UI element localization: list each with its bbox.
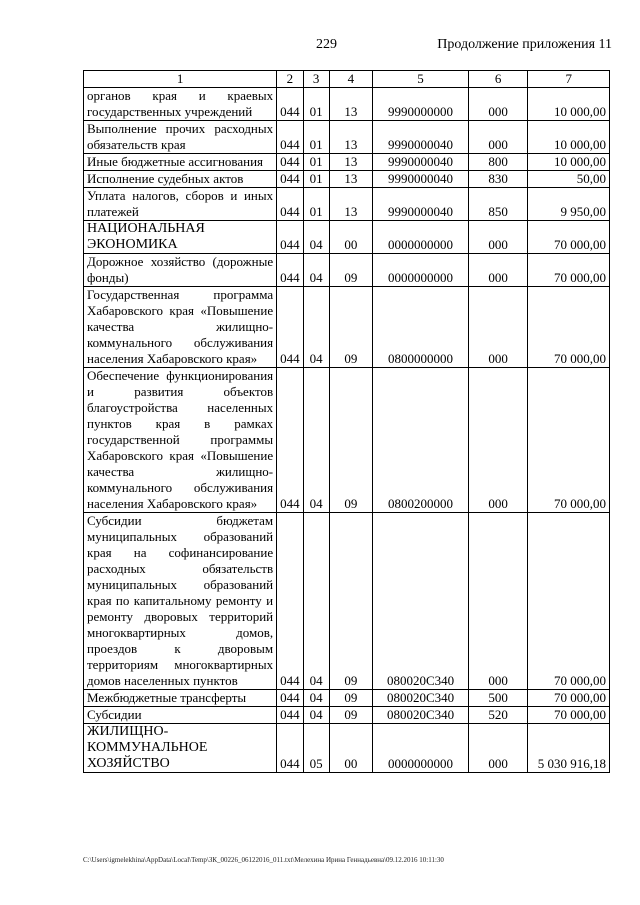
row-value-cell: 080020С340 [373,690,469,707]
row-value-cell: 000 [468,121,528,154]
header-col-5: 5 [373,71,469,88]
row-value-cell: 044 [277,254,304,287]
row-value-cell: 13 [329,154,373,171]
row-value-cell: 044 [277,188,304,221]
row-value-cell: 520 [468,707,528,724]
table-row [84,724,610,773]
row-value-cell: 9990000000 [373,88,469,121]
row-value-cell: 10 000,00 [528,88,610,121]
budget-table [83,70,610,773]
row-value-cell: 01 [303,154,329,171]
row-value-cell: 9990000040 [373,154,469,171]
row-value-cell: 10 000,00 [528,121,610,154]
page-number: 229 [316,37,337,52]
header-row [84,71,610,88]
row-name-cell: Государственная программа Хабаровского края «Повышение качества жилищно-коммунального обслуживания населения Хабаровского края» [84,287,277,368]
header-col-3: 3 [303,71,329,88]
row-value-cell: 0800200000 [373,368,469,513]
row-name-cell: Субсидии бюджетам муниципальных образований края на софинансирование расходных обязательств муниципальных образований края по капитальному ремонту и ремонту дворовых территорий многоквартирных домов, проездов к дворовым территориям многоквартирных домов населенных пунктов [84,513,277,690]
row-value-cell: 044 [277,724,304,773]
row-value-cell: 0000000000 [373,724,469,773]
row-value-cell: 044 [277,513,304,690]
row-name-cell: Дорожное хозяйство (дорожные фонды) [84,254,277,287]
row-value-cell: 000 [468,368,528,513]
row-value-cell: 000 [468,254,528,287]
row-value-cell: 800 [468,154,528,171]
row-value-cell: 01 [303,121,329,154]
header-col-6: 6 [468,71,528,88]
row-value-cell: 04 [303,513,329,690]
row-name-cell: ЖИЛИЩНО-КОММУНАЛЬНОЕ ХОЗЯЙСТВО [84,724,277,773]
row-value-cell: 01 [303,171,329,188]
row-value-cell: 000 [468,724,528,773]
table-row [84,188,610,221]
row-name-cell: Иные бюджетные ассигнования [84,154,277,171]
row-value-cell: 044 [277,690,304,707]
row-value-cell: 000 [468,287,528,368]
row-value-cell: 0000000000 [373,221,469,254]
row-name-cell: Выполнение прочих расходных обязательств края [84,121,277,154]
table-row [84,287,610,368]
row-value-cell: 044 [277,221,304,254]
row-value-cell: 044 [277,88,304,121]
table-row [84,690,610,707]
header-col-1: 1 [84,71,277,88]
row-value-cell: 09 [329,254,373,287]
header-col-4: 4 [329,71,373,88]
row-value-cell: 080020С340 [373,513,469,690]
row-value-cell: 50,00 [528,171,610,188]
row-value-cell: 00 [329,724,373,773]
row-value-cell: 01 [303,88,329,121]
row-value-cell: 044 [277,707,304,724]
row-value-cell: 9 950,00 [528,188,610,221]
row-value-cell: 9990000040 [373,188,469,221]
row-value-cell: 70 000,00 [528,513,610,690]
row-value-cell: 09 [329,287,373,368]
row-value-cell: 044 [277,154,304,171]
row-value-cell: 00 [329,221,373,254]
row-value-cell: 70 000,00 [528,368,610,513]
table-row [84,707,610,724]
row-value-cell: 13 [329,88,373,121]
row-value-cell: 830 [468,171,528,188]
row-value-cell: 0000000000 [373,254,469,287]
row-value-cell: 01 [303,188,329,221]
row-name-cell: Субсидии [84,707,277,724]
row-value-cell: 04 [303,368,329,513]
row-value-cell: 10 000,00 [528,154,610,171]
row-value-cell: 044 [277,171,304,188]
row-value-cell: 04 [303,707,329,724]
row-value-cell: 04 [303,221,329,254]
table-row [84,171,610,188]
row-value-cell: 9990000040 [373,121,469,154]
header-col-7: 7 [528,71,610,88]
row-value-cell: 000 [468,221,528,254]
row-value-cell: 04 [303,287,329,368]
row-value-cell: 0800000000 [373,287,469,368]
table-row [84,513,610,690]
row-value-cell: 000 [468,513,528,690]
row-value-cell: 044 [277,368,304,513]
row-name-cell: Обеспечение функционирования и развития объектов благоустройства населенных пунктов края в рамках государственной программы Хабаровского края «Повышение качества жилищно-коммунального обслуживания населения Хабаровского края» [84,368,277,513]
row-value-cell: 13 [329,121,373,154]
row-name-cell: Уплата налогов, сборов и иных платежей [84,188,277,221]
row-value-cell: 13 [329,188,373,221]
row-name-cell: органов края и краевых государственных учреждений [84,88,277,121]
row-value-cell: 04 [303,254,329,287]
table-row [84,254,610,287]
table-row [84,121,610,154]
row-value-cell: 70 000,00 [528,287,610,368]
row-value-cell: 09 [329,707,373,724]
row-value-cell: 13 [329,171,373,188]
row-value-cell: 080020С340 [373,707,469,724]
table-row [84,88,610,121]
row-value-cell: 09 [329,368,373,513]
row-value-cell: 70 000,00 [528,221,610,254]
file-path-footer: C:\Users\igmelekhina\AppData\Local\Temp\ЗК_00226_06122016_011.txt\Мелехина Ирина Геннадьевна\09.12.2016 10:11:30 [83,856,444,864]
row-value-cell: 09 [329,690,373,707]
table-row [84,368,610,513]
appendix-note: Продолжение приложения 11 [437,37,612,52]
row-value-cell: 044 [277,287,304,368]
table-row [84,154,610,171]
row-value-cell: 04 [303,690,329,707]
row-value-cell: 500 [468,690,528,707]
row-value-cell: 9990000040 [373,171,469,188]
table-row [84,221,610,254]
row-value-cell: 850 [468,188,528,221]
row-value-cell: 05 [303,724,329,773]
row-value-cell: 70 000,00 [528,690,610,707]
row-value-cell: 70 000,00 [528,707,610,724]
row-value-cell: 09 [329,513,373,690]
row-value-cell: 5 030 916,18 [528,724,610,773]
row-value-cell: 70 000,00 [528,254,610,287]
row-name-cell: Исполнение судебных актов [84,171,277,188]
row-name-cell: Межбюджетные трансферты [84,690,277,707]
row-value-cell: 044 [277,121,304,154]
row-value-cell: 000 [468,88,528,121]
header-col-2: 2 [277,71,304,88]
row-name-cell: НАЦИОНАЛЬНАЯ ЭКОНОМИКА [84,221,277,254]
